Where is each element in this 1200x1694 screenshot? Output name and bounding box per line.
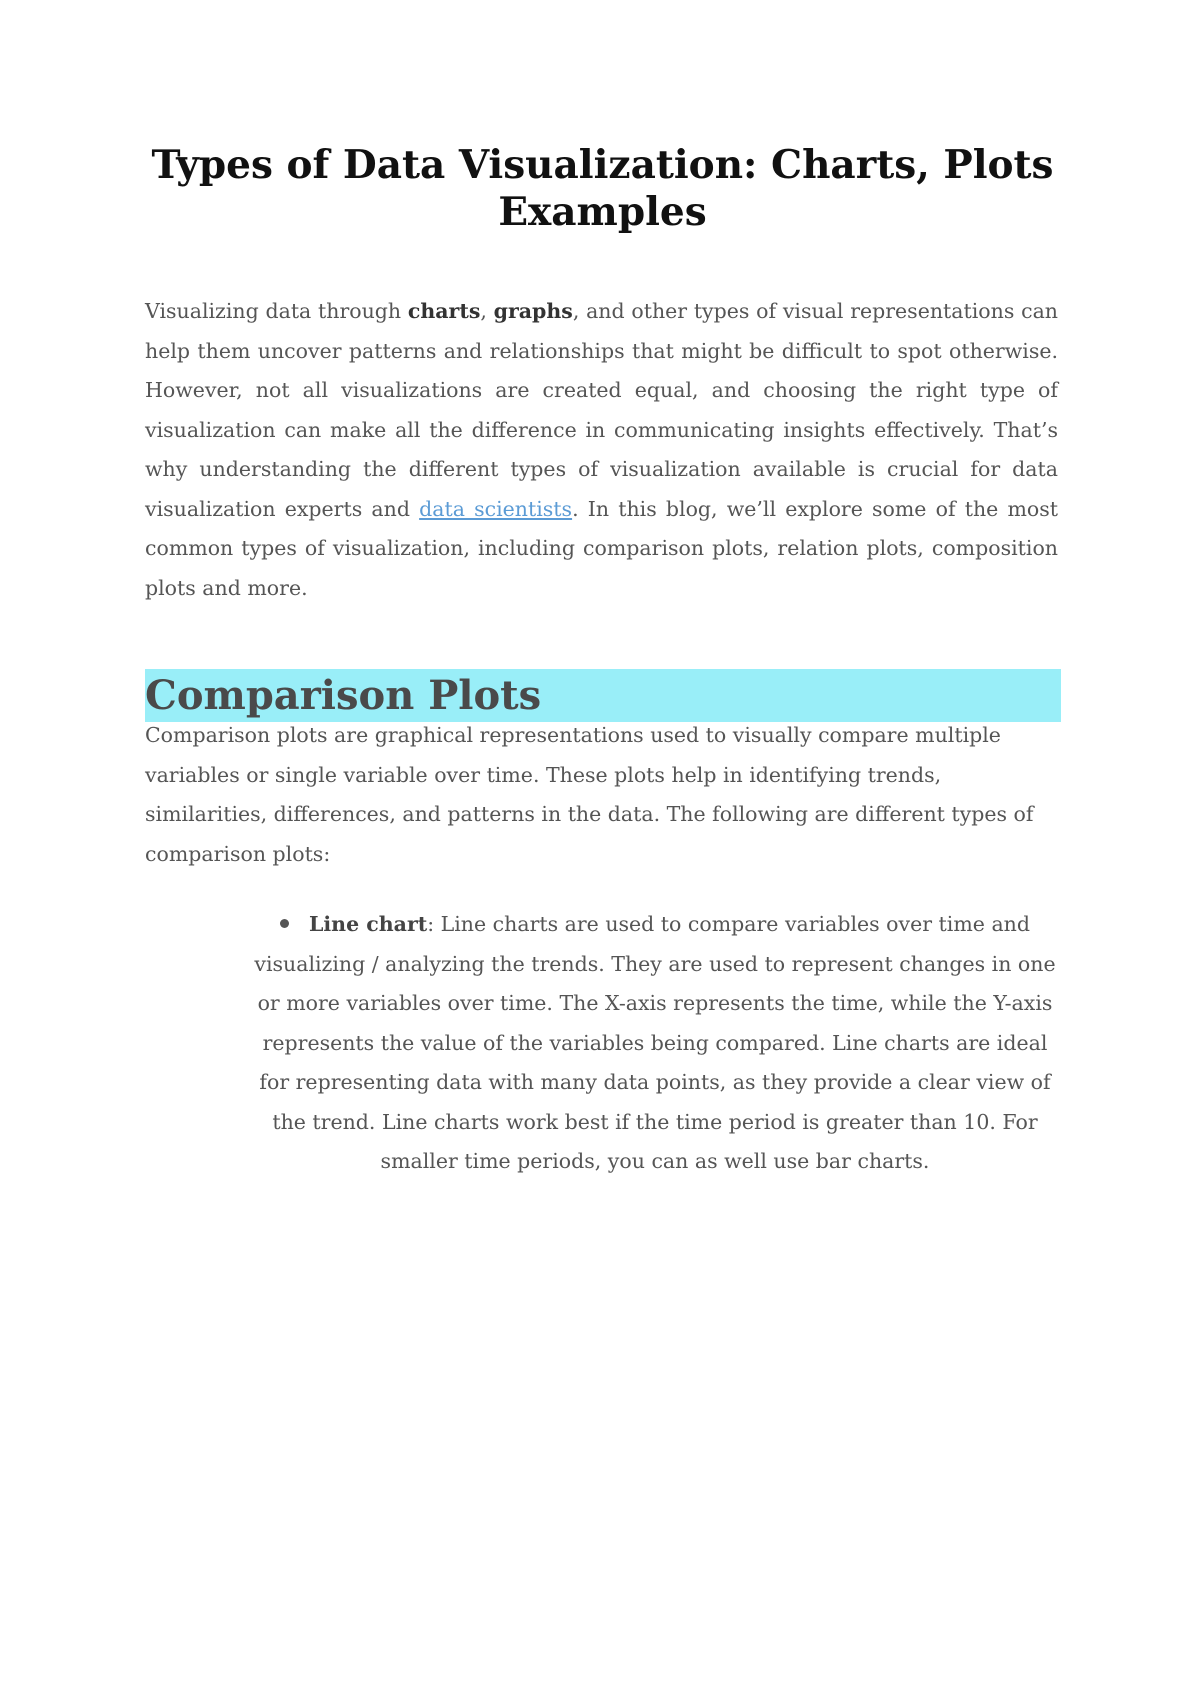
comparison-plot-list bbox=[250, 905, 1060, 1182]
bullet-icon bbox=[280, 919, 289, 928]
intro-text-1: Visualizing data through bbox=[145, 299, 408, 323]
section-intro-paragraph: Comparison plots are graphical representations used to visually compare multiple variables or single variable over time. These plots help in identifying trends, similarities, differences, and patterns in the data. The following are different types of comparison plots: bbox=[145, 723, 1034, 866]
section-heading-comparison-plots: Comparison Plots bbox=[145, 669, 1061, 722]
intro-bold-graphs: graphs bbox=[493, 299, 573, 323]
intro-text-3: . In this blog, we’ll explore some of the most common types of visualization, including comparison plots, relation plots, composition plots and more. bbox=[145, 496, 1058, 600]
bullet-text: : Line charts are used to compare variables over time and visualizing / analyzing the trends. They are used to represent changes in one or more variables over time. The X-axis represents the time, while the Y-axis represents the value of the variables being compared. Line charts are ideal for representing data with many data points, as they provide a clear view of the trend. Line charts work best if the time period is greater than 10. For smaller time periods, you can as well use bar charts. bbox=[254, 912, 1056, 1173]
bullet-term: Line chart bbox=[308, 912, 428, 936]
intro-bold-charts: charts bbox=[407, 299, 481, 323]
intro-text-2: , and other types of visual representations can help them uncover patterns and relationships that might be difficult to spot otherwise. However, not all visualizations are created equal, and choosing the right type of visualization can make all the difference in communicating insights effectively. That’s why understanding the different types of visualization available is crucial for data visualization experts and bbox=[145, 299, 1058, 521]
data-scientists-link[interactable]: data scientists bbox=[419, 496, 573, 521]
intro-separator: , bbox=[480, 299, 494, 323]
page-title: Types of Data Visualization: Charts, Plots Examples bbox=[151, 142, 1054, 235]
list-item bbox=[250, 905, 1060, 1182]
intro-paragraph bbox=[145, 292, 1058, 608]
